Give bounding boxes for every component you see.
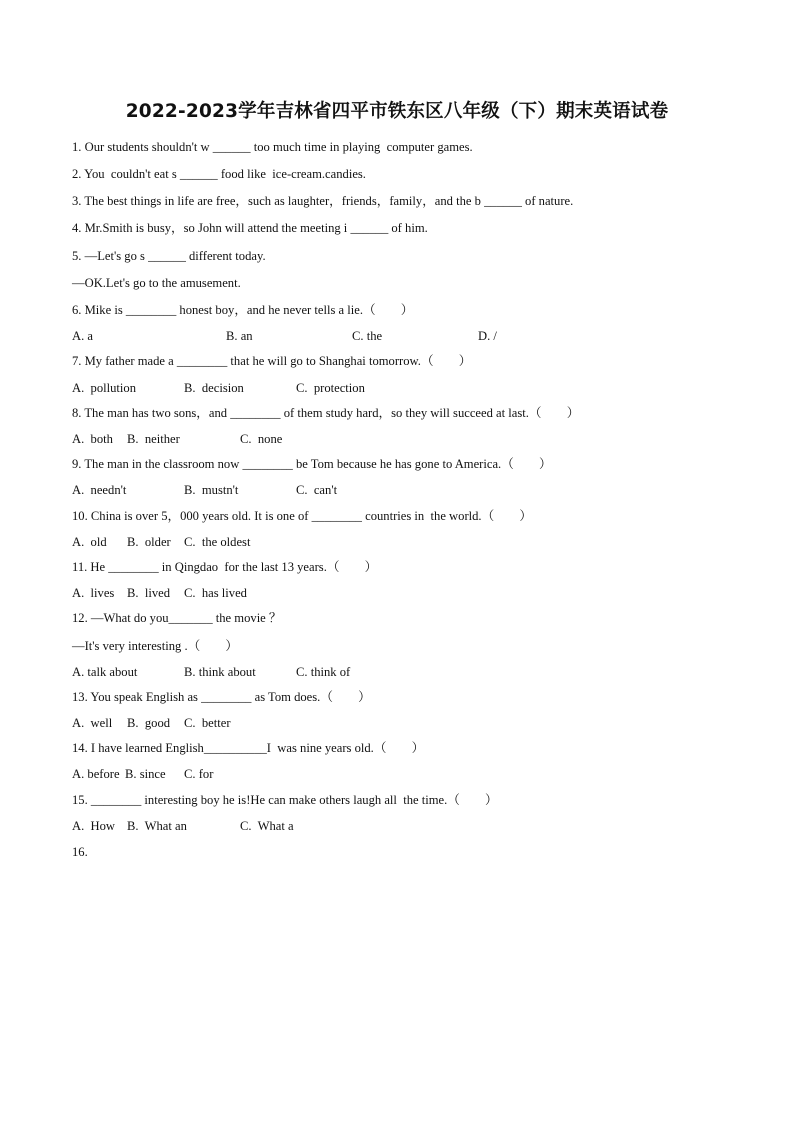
q7-option-b: B. decision bbox=[184, 381, 244, 395]
q8-option-a: A. both bbox=[72, 432, 113, 446]
q8-option-c: C. none bbox=[240, 432, 283, 446]
q15-option-b: B. What an bbox=[127, 819, 187, 833]
q10-option-a: A. old bbox=[72, 535, 107, 549]
question-13: 13. You speak English as ________ as Tom does.（ ） bbox=[72, 690, 371, 704]
q13-option-c: C. better bbox=[184, 716, 231, 730]
q15-option-a: A. How bbox=[72, 819, 116, 833]
q9-option-a: A. needn't bbox=[72, 483, 127, 497]
question-10: 10. China is over 5，000 years old. It is one of ________ countries in the world.（ ） bbox=[72, 509, 532, 523]
question-7: 7. My father made a ________ that he will go to Shanghai tomorrow.（ ） bbox=[72, 354, 472, 368]
question-4: 4. Mr.Smith is busy，so John will attend the meeting i ______ of him. bbox=[72, 221, 428, 235]
question-11: 11. He ________ in Qingdao for the last 13 years.（ ） bbox=[72, 560, 378, 574]
q6-option-b: B. an bbox=[226, 329, 253, 343]
q13-option-a: A. well bbox=[72, 716, 113, 730]
question-12: 12. —What do you_______ the movie ？ bbox=[72, 611, 282, 625]
q10-option-c: C. the oldest bbox=[184, 535, 251, 549]
question-3: 3. The best things in life are free，such as laughter，friends，family，and the b ______ of nature. bbox=[72, 194, 574, 208]
q14-option-c: C. for bbox=[184, 767, 214, 781]
question-2: 2. You couldn't eat s ______ food like ice-cream.candies. bbox=[72, 167, 366, 181]
q14-option-a: A. before bbox=[72, 767, 120, 781]
question-16: 16. bbox=[72, 845, 88, 859]
page-title: 2022-2023学年吉林省四平市铁东区八年级（下）期末英语试卷 bbox=[125, 101, 669, 122]
question-9: 9. The man in the classroom now ________ be Tom because he has gone to America.（ ） bbox=[72, 457, 552, 471]
q12-option-c: C. think of bbox=[296, 665, 351, 679]
q6-option-d: D. / bbox=[478, 329, 497, 343]
question-6: 6. Mike is ________ honest boy，and he never tells a lie.（ ） bbox=[72, 303, 414, 317]
question-1: 1. Our students shouldn't w ______ too much time in playing computer games. bbox=[72, 140, 473, 154]
q11-option-a: A. lives bbox=[72, 586, 115, 600]
q9-option-c: C. can't bbox=[296, 483, 338, 497]
q12-option-a: A. talk about bbox=[72, 665, 138, 679]
q11-option-c: C. has lived bbox=[184, 586, 247, 600]
q6-option-c: C. the bbox=[352, 329, 383, 343]
question-15: 15. ________ interesting boy he is!He can make others laugh all the time.（ ） bbox=[72, 793, 498, 807]
q13-option-b: B. good bbox=[127, 716, 171, 730]
q15-option-c: C. What a bbox=[240, 819, 294, 833]
question-8: 8. The man has two sons，and ________ of them study hard，so they will succeed at last.（ ） bbox=[72, 406, 580, 420]
question-12-reply: —It's very interesting .（ ） bbox=[72, 639, 238, 653]
question-5-reply: —OK.Let's go to the amusement. bbox=[72, 276, 241, 290]
question-14: 14. I have learned English__________I was nine years old.（ ） bbox=[72, 741, 425, 755]
q7-option-c: C. protection bbox=[296, 381, 365, 395]
q9-option-b: B. mustn't bbox=[184, 483, 239, 497]
q7-option-a: A. pollution bbox=[72, 381, 137, 395]
q10-option-b: B. older bbox=[127, 535, 171, 549]
q14-option-b: B. since bbox=[125, 767, 166, 781]
q8-option-b: B. neither bbox=[127, 432, 180, 446]
q11-option-b: B. lived bbox=[127, 586, 171, 600]
q6-option-a: A. a bbox=[72, 329, 93, 343]
q12-option-b: B. think about bbox=[184, 665, 256, 679]
question-5: 5. —Let's go s ______ different today. bbox=[72, 249, 266, 263]
